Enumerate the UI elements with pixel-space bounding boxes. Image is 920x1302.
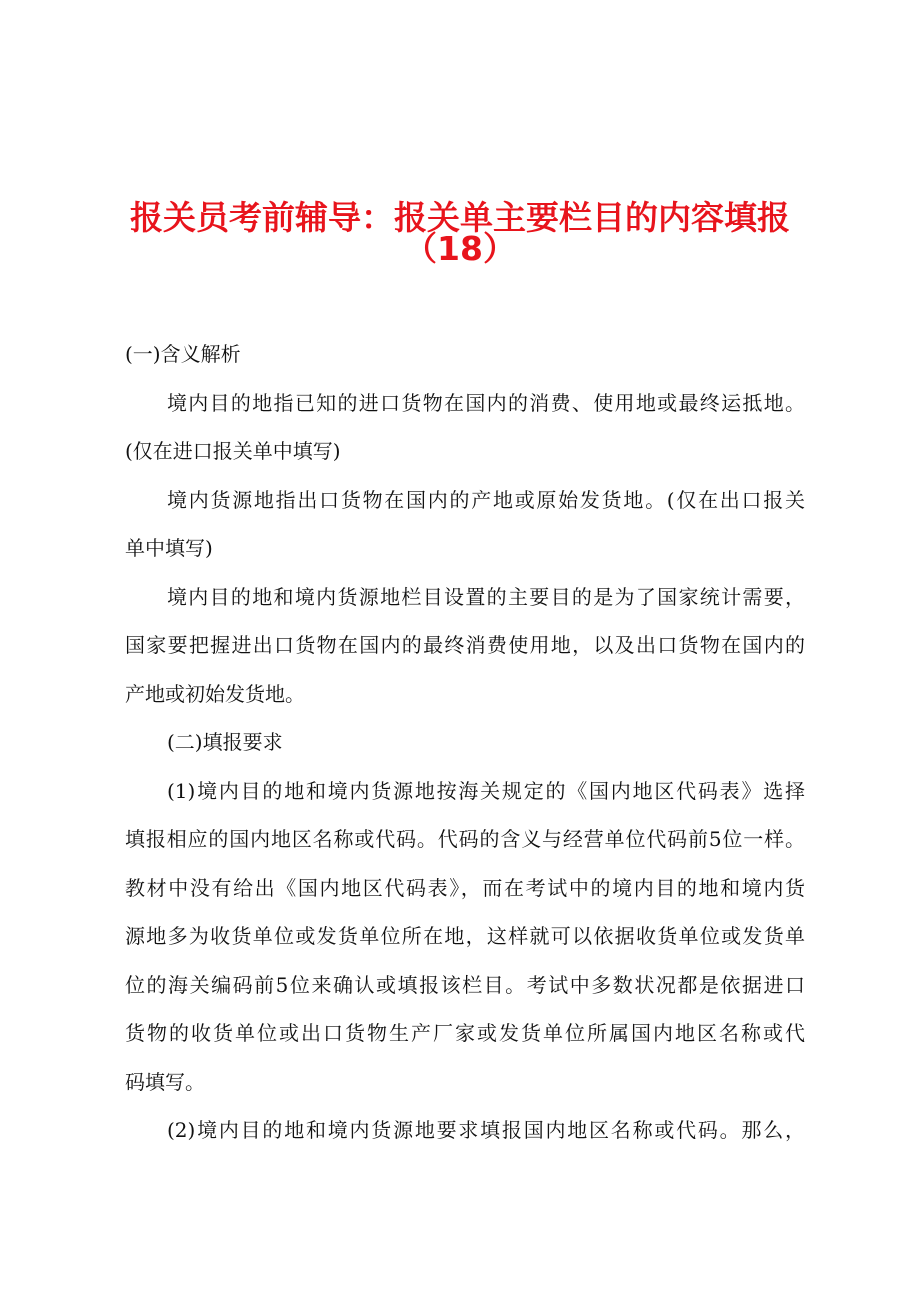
paragraph-line: (1)境内目的地和境内货源地按海关规定的《国内地区代码表》选择 [167, 778, 805, 803]
document-title: 报关员考前辅导：报关单主要栏目的内容填报 [130, 198, 790, 237]
document-title-number: （18） [404, 229, 516, 268]
document-body [125, 330, 805, 1155]
paragraph-line: 境内目的地和境内货源地栏目设置的主要目的是为了国家统计需要， [167, 584, 805, 609]
paragraph-line: 境内货源地指出口货物在国内的产地或原始发货地。(仅在出口报关 [167, 487, 805, 512]
paragraph-line: 货物的收货单位或出口货物生产厂家或发货单位所属国内地区名称或代 [125, 1021, 805, 1045]
paragraph-line: (2)境内目的地和境内货源地要求填报国内地区名称或代码。那么， [167, 1118, 805, 1142]
section-heading-requirements: (二)填报要求 [167, 730, 283, 754]
paragraph-line: 源地多为收货单位或发货单位所在地，这样就可以依据收货单位或发货单 [125, 924, 805, 948]
paragraph-line: 单中填写) [125, 536, 213, 560]
paragraph-line: (仅在进口报关单中填写) [125, 439, 341, 463]
paragraph-line: 产地或初始发货地。 [125, 681, 305, 706]
paragraph-line: 码填写。 [125, 1069, 205, 1094]
section-heading-meaning: (一)含义解析 [125, 342, 241, 366]
paragraph-line: 境内目的地指已知的进口货物在国内的消费、使用地或最终运抵地。 [167, 390, 805, 415]
paragraph-line: 教材中没有给出《国内地区代码表》，而在考试中的境内目的地和境内货 [125, 875, 805, 900]
paragraph-line: 位的海关编码前5位来确认或填报该栏目。考试中多数状况都是依据进口 [125, 972, 805, 997]
paragraph-line: 填报相应的国内地区名称或代码。代码的含义与经营单位代码前5位一样。 [125, 827, 805, 851]
paragraph-line: 国家要把握进出口货物在国内的最终消费使用地，以及出口货物在国内的 [125, 633, 805, 657]
